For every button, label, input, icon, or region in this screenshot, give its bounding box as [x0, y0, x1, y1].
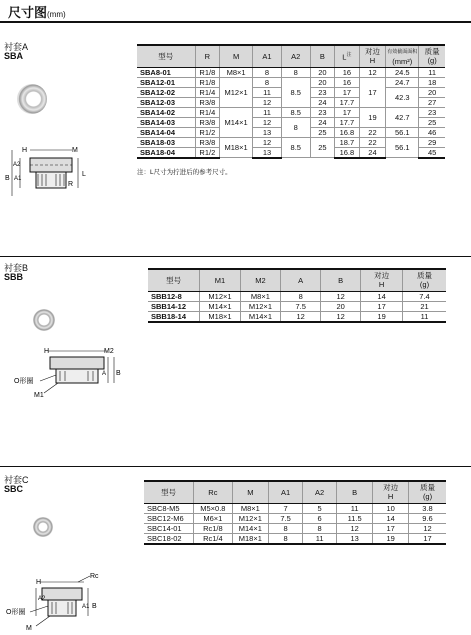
table-row: SBA18-04 R1/2 13 16.8 24 45: [137, 147, 445, 158]
sbb-dim-M2: M2: [104, 348, 114, 355]
sbc-th-B: B: [337, 481, 373, 503]
sba-dim-A2: A2: [13, 162, 21, 168]
sbc-th-A1: A1: [269, 481, 303, 503]
sbc-dim-A1: A1: [82, 604, 90, 610]
sbc-th-model: 型号: [144, 481, 194, 503]
sbc-dim-M: M: [26, 625, 32, 632]
sbb-dim-B: B: [116, 370, 121, 377]
table-row: SBA14-04 R1/2 13 25 16.8 22 56.1 46: [137, 127, 445, 137]
sba-th-A1: A1: [253, 45, 282, 67]
sba-dim-R: R: [68, 181, 74, 188]
sba-th-A2: A2: [281, 45, 310, 67]
sbc-label-zh: 衬套C: [4, 475, 29, 485]
sbb-th-H: 对边 H: [361, 269, 403, 291]
sbc-th-H: 对边 H: [373, 481, 409, 503]
sbb-th-M2: M2: [240, 269, 280, 291]
sbb-dim-A: A: [102, 371, 107, 377]
sbb-th-M1: M1: [200, 269, 240, 291]
sbb-product-photo: [33, 309, 55, 331]
sba-dim-L: L: [82, 171, 86, 178]
sbc-th-Rc: Rc: [194, 481, 232, 503]
sbc-dim-Rc: Rc: [90, 573, 99, 580]
sba-label-en: SBA: [4, 51, 24, 61]
sba-dim-A1: A1: [14, 176, 22, 182]
sba-th-M: M: [220, 45, 253, 67]
table-row: SBC14-01 Rc1/8 M14×1 8 8 12 17 12: [144, 523, 446, 533]
sba-dim-H: H: [22, 147, 28, 154]
sba-th-B: B: [310, 45, 335, 67]
title-divider: [0, 21, 471, 23]
section-divider-b: [0, 256, 471, 257]
table-row: SBC18-02 Rc1/4 M18×1 8 11 13 19 17: [144, 533, 446, 544]
sba-dim-M: M: [72, 147, 78, 154]
sbb-label-zh: 衬套B: [4, 263, 29, 273]
sba-dimension-drawing: [0, 140, 120, 210]
sba-th-model: 型号: [137, 45, 195, 67]
sbb-dim-M1: M1: [34, 392, 44, 399]
sba-note: 注：L尺寸为拧进后的参考尺寸。: [137, 169, 232, 176]
sbc-product-photo: [33, 517, 53, 537]
sbc-th-mass: 质量 (g): [409, 481, 446, 503]
sbc-dim-oring: O形圈: [6, 609, 26, 616]
sbc-dim-B: B: [92, 603, 97, 610]
sbc-dim-H: H: [36, 579, 42, 586]
table-row: SBA12-03 R3/8 12 24 17.7 27: [137, 97, 445, 107]
sba-th-H: 对边 H: [359, 45, 386, 67]
sbc-dim-A2: A2: [38, 596, 46, 602]
page-title: 尺寸图(mm): [8, 5, 66, 20]
table-row: SBA18-03 R3/8 M18×1 12 8.5 25 18.7 22 56.1 29: [137, 137, 445, 147]
sbc-th-M: M: [232, 481, 268, 503]
sbb-th-model: 型号: [148, 269, 200, 291]
sbb-label-en: SBB: [4, 272, 24, 282]
section-divider-c: [0, 466, 471, 467]
table-row: SBC12-M6 M6×1 M12×1 7.5 6 11.5 14 9.6: [144, 513, 446, 523]
sba-th-mass: 质量 (g): [419, 45, 445, 67]
table-row: SBA14-02 R1/4 M14×1 11 8.5 23 17 19 42.7 23: [137, 107, 445, 117]
table-row: SBA8-01 R1/8 M8×1 8 8 20 16 12 24.5 11: [137, 67, 445, 77]
sbb-dim-oring: O形圈: [14, 378, 34, 385]
sba-th-L: $L^注$: [335, 45, 360, 67]
table-row: SBA12-01 R1/8 M12×1 8 8.5 20 16 17 24.7 18: [137, 77, 445, 87]
sba-product-photo: [17, 84, 47, 114]
sbb-th-B: B: [321, 269, 361, 291]
sbc-spec-table: [144, 480, 446, 545]
sba-dim-B: B: [5, 175, 10, 182]
sbb-th-mass: 质量 (g): [403, 269, 446, 291]
sbb-th-A: A: [281, 269, 321, 291]
table-row: SBB12-8 M12×1 M8×1 8 12 14 7.4: [148, 291, 446, 301]
sbb-spec-table: [148, 268, 446, 323]
sbc-dimension-drawing: [0, 568, 120, 634]
table-row: SBA14-03 R3/8 12 8 24 17.7 25: [137, 117, 445, 127]
table-row: SBC8-M5 M5×0.8 M8×1 7 5 11 10 3.8: [144, 503, 446, 513]
table-row: SBB18-14 M18×1 M14×1 12 12 19 11: [148, 311, 446, 322]
sbc-label-en: SBC: [4, 484, 24, 494]
sba-th-area: 有效截面面积 (mm²): [386, 45, 419, 67]
sba-spec-table: [137, 44, 445, 159]
sba-th-R: R: [195, 45, 220, 67]
sbb-dim-H: H: [44, 348, 50, 355]
table-row: SBB14-12 M14×1 M12×1 7.5 20 17 21: [148, 301, 446, 311]
sbb-dimension-drawing: [0, 345, 130, 405]
sbc-th-A2: A2: [303, 481, 337, 503]
sba-label-zh: 衬套A: [4, 42, 29, 52]
table-row: SBA12-02 R1/4 11 23 17 42.3 20: [137, 87, 445, 97]
